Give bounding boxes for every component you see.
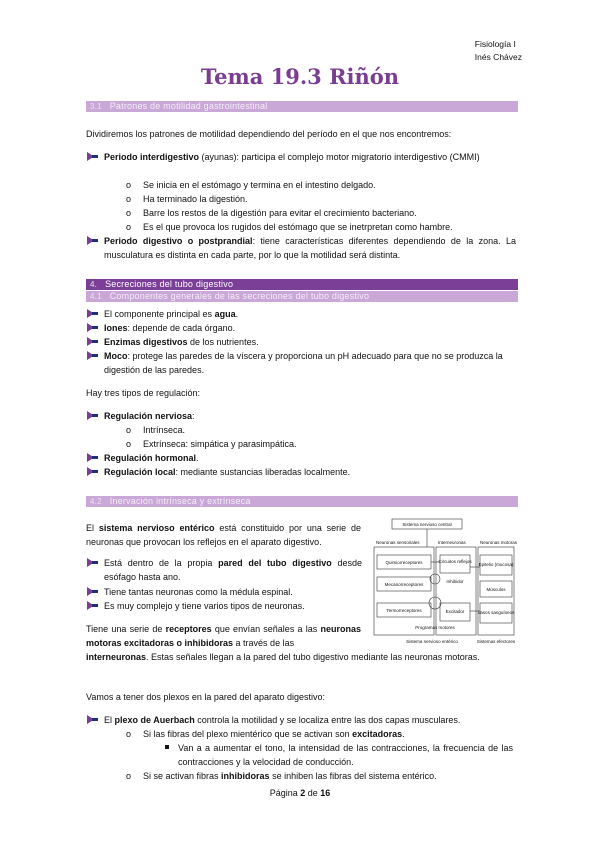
item-text: : depende de cada órgano. <box>127 323 236 333</box>
text: El <box>86 523 99 533</box>
section-heading-4-1 <box>86 291 518 302</box>
term-description: : tiene características diferentes dependiendo de la zona. La musculatura es distinta en cada parte, por lo que la motilidad será distinta. <box>104 236 516 260</box>
term: inhibidoras <box>221 771 270 781</box>
section-number: 4.1 <box>90 292 102 301</box>
diagram-label: Músculos <box>486 587 506 592</box>
term: Iones <box>104 323 128 333</box>
sub-item-text: Ha terminado la digestión. <box>143 194 248 204</box>
diagram-label: Sistema nervioso entérico <box>406 639 458 644</box>
section-heading-4-2 <box>86 496 518 507</box>
enteric-paragraph <box>86 521 361 549</box>
term: Enzimas digestivos <box>104 337 188 347</box>
footer-text: de <box>305 788 321 798</box>
diagram-label: Inhibidor <box>446 579 464 584</box>
text: El <box>104 715 115 725</box>
section-label: Patrones de motilidad gastrointestinal <box>109 101 268 111</box>
term: Regulación nerviosa <box>104 411 193 421</box>
diagram-label: Neuronas sensoriales <box>376 540 420 545</box>
text: Van a a aumentar el tono, la intensidad de las contracciones, la frecuencia de las contracciones y la velocidad de conducción. <box>178 743 513 767</box>
text: controla la motilidad y se localiza entre las dos capas musculares. <box>194 715 461 725</box>
term: receptores <box>165 624 212 634</box>
page-total: 16 <box>320 788 331 798</box>
receptors-paragraph-b <box>86 650 516 664</box>
sub-item: o Si se activan fibras inhibidoras se inhiben las fibras del sistema entérico. <box>126 771 437 781</box>
list-item-componente <box>104 335 516 349</box>
list-item-enteric <box>104 556 362 584</box>
term: agua <box>214 309 236 319</box>
arrow-bullet-icon <box>86 308 98 319</box>
arrow-bullet-icon <box>86 336 98 347</box>
sub-item: o Extrínseca: simpática y parasimpática. <box>126 439 297 449</box>
text: a través de las <box>233 638 295 648</box>
plexos-intro: Vamos a tener dos plexos en la pared del aparato digestivo: <box>86 692 325 702</box>
list-item-regulacion <box>104 451 516 465</box>
section-number: 4.2 <box>90 497 102 506</box>
sub-item-text: Intrínseca. <box>143 425 186 435</box>
sub-item: o Barre los restos de la digestión para evitar el crecimiento bacteriano. <box>126 208 417 218</box>
text: . <box>402 729 405 739</box>
page-title: Tema 19.3 Riñón <box>200 64 400 89</box>
diagram-label: Epitelio (mucosa) <box>478 562 514 567</box>
diagram-label: Excitador <box>445 609 465 614</box>
list-item-regulacion <box>104 409 516 423</box>
sub-item: o Se inicia en el estómago y termina en el intestino delgado. <box>126 180 376 190</box>
arrow-bullet-icon <box>86 350 98 361</box>
sub-item-text: Barre los restos de la digestión para evitar el crecimiento bacteriano. <box>143 208 417 218</box>
sub-item: o Si las fibras del plexo mientérico que se activan son excitadoras. <box>126 729 405 739</box>
item-text: : mediante sustancias liberadas localmente. <box>175 467 351 477</box>
sub-item: o Es el que provoca los rugidos del estómago que se inetrpretan como hambre. <box>126 222 453 232</box>
section-heading-3-1 <box>86 101 518 112</box>
section-number: 3.1 <box>90 102 102 111</box>
page-footer <box>0 788 600 798</box>
text: Es muy complejo y tiene varios tipos de neuronas. <box>104 601 305 611</box>
diagram-label: Programas motores <box>415 625 455 630</box>
term: plexo de Auerbach <box>114 715 195 725</box>
diagram-label: Neuronas motoras <box>480 540 518 545</box>
term: interneuronas <box>86 652 147 662</box>
sub-item-text: Extrínseca: simpática y parasimpática. <box>143 439 297 449</box>
section-label: Componentes generales de las secreciones del tubo digestivo <box>109 291 370 301</box>
term: excitadoras <box>352 729 403 739</box>
item-text: . <box>235 309 239 319</box>
diagram-label: Sistema nervioso central <box>402 522 452 527</box>
item-text: de los nutrientes. <box>187 337 259 347</box>
regulation-intro: Hay tres tipos de regulación: <box>86 388 201 398</box>
sub-item-text: Es el que provoca los rugidos del estómago que se inetrpretan como hambre. <box>143 222 453 232</box>
list-item-digestivo <box>104 234 516 262</box>
receptors-paragraph-a <box>86 622 361 650</box>
arrow-bullet-icon <box>86 322 98 333</box>
list-item-componente <box>104 321 516 335</box>
term: Regulación hormonal <box>104 453 197 463</box>
term: Regulación local <box>104 467 176 477</box>
list-item-componente <box>104 307 516 321</box>
text: desde esófago hasta ano. <box>104 558 362 582</box>
term: Periodo digestivo o postprandial <box>104 236 253 246</box>
sub-item-text: Se inicia en el estómago y termina en el intestino delgado. <box>143 180 376 190</box>
text: se inhiben las fibras del sistema entérico. <box>269 771 437 781</box>
text: Está dentro de la propia <box>104 558 219 568</box>
term: Periodo interdigestivo <box>104 152 200 162</box>
diagram-label: Termorreceptores <box>386 608 422 613</box>
arrow-bullet-icon <box>86 714 98 725</box>
term: Moco <box>104 351 128 361</box>
term: neuronas motoras excitadoras o inhibidoras <box>86 624 361 648</box>
item-text: . <box>196 453 199 463</box>
arrow-bullet-icon <box>86 466 98 477</box>
sub-item: o Intrínseca. <box>126 425 186 435</box>
section-heading-4 <box>86 279 518 290</box>
term: pared del tubo digestivo <box>218 558 332 568</box>
text: Si se activan fibras <box>143 771 222 781</box>
header-subject: Fisiología I <box>474 39 516 49</box>
list-item-enteric <box>104 585 362 599</box>
diagram-svg <box>372 517 520 649</box>
list-item-regulacion <box>104 465 516 479</box>
arrow-bullet-icon <box>86 586 98 597</box>
section-label: Secreciones del tubo digestivo <box>105 279 234 289</box>
enteric-nervous-system-diagram <box>372 517 520 649</box>
text: está constituido por una serie de neuronas que provocan los reflejos en el aparato digestivo. <box>86 523 361 547</box>
footer-text: Página <box>269 788 301 798</box>
list-item-enteric <box>104 599 362 613</box>
text: Si las fibras del plexo mientérico que se activan son <box>143 729 353 739</box>
arrow-bullet-icon <box>86 410 98 421</box>
list-item-interdigestivo <box>104 150 516 164</box>
text: que envían señales a las <box>211 624 321 634</box>
diagram-label: Interneuronas <box>438 540 466 545</box>
section-label: Inervación intrínseca y extrínseca <box>109 496 251 506</box>
sub-sub-item <box>178 741 513 769</box>
page-number: 2 <box>300 788 306 798</box>
diagram-label: Circuitos reflejos <box>438 559 472 564</box>
arrow-bullet-icon <box>86 600 98 611</box>
item-text: : protege las paredes de la víscera y proporciona un pH adecuado para que no se produzca la digestión de las paredes. <box>104 351 503 375</box>
section-number: 4. <box>90 280 98 289</box>
document-header <box>475 38 522 64</box>
diagram-label: Mecanorreceptores <box>384 582 424 587</box>
item-text: El componente principal es <box>104 309 215 319</box>
header-author: Inés Chávez <box>474 52 522 62</box>
text: . Estas señales llegan a la pared del tubo digestivo mediante las neuronas motoras. <box>146 652 480 662</box>
list-item-componente <box>104 349 516 377</box>
term-description: (ayunas): participa el complejo motor migratorio interdigestivo (CMMI) <box>199 152 480 162</box>
term: sistema nervioso entérico <box>98 523 215 533</box>
arrow-bullet-icon <box>86 235 98 246</box>
text: Tiene tantas neuronas como la médula espinal. <box>104 587 293 597</box>
sub-item: o Ha terminado la digestión. <box>126 194 248 204</box>
intro-paragraph: Dividiremos los patrones de motilidad dependiendo del período en el que nos encontremos: <box>86 129 452 139</box>
diagram-label: Vasos sanguíneos <box>477 610 515 615</box>
diagram-label: Quimiorreceptores <box>385 560 423 565</box>
list-item-auerbach <box>104 713 516 727</box>
diagram-label: Sistemas efectores <box>476 639 516 644</box>
arrow-bullet-icon <box>86 557 98 568</box>
text: Tiene una serie de <box>86 624 166 634</box>
arrow-bullet-icon <box>86 151 98 162</box>
item-text: : <box>192 411 195 421</box>
arrow-bullet-icon <box>86 452 98 463</box>
